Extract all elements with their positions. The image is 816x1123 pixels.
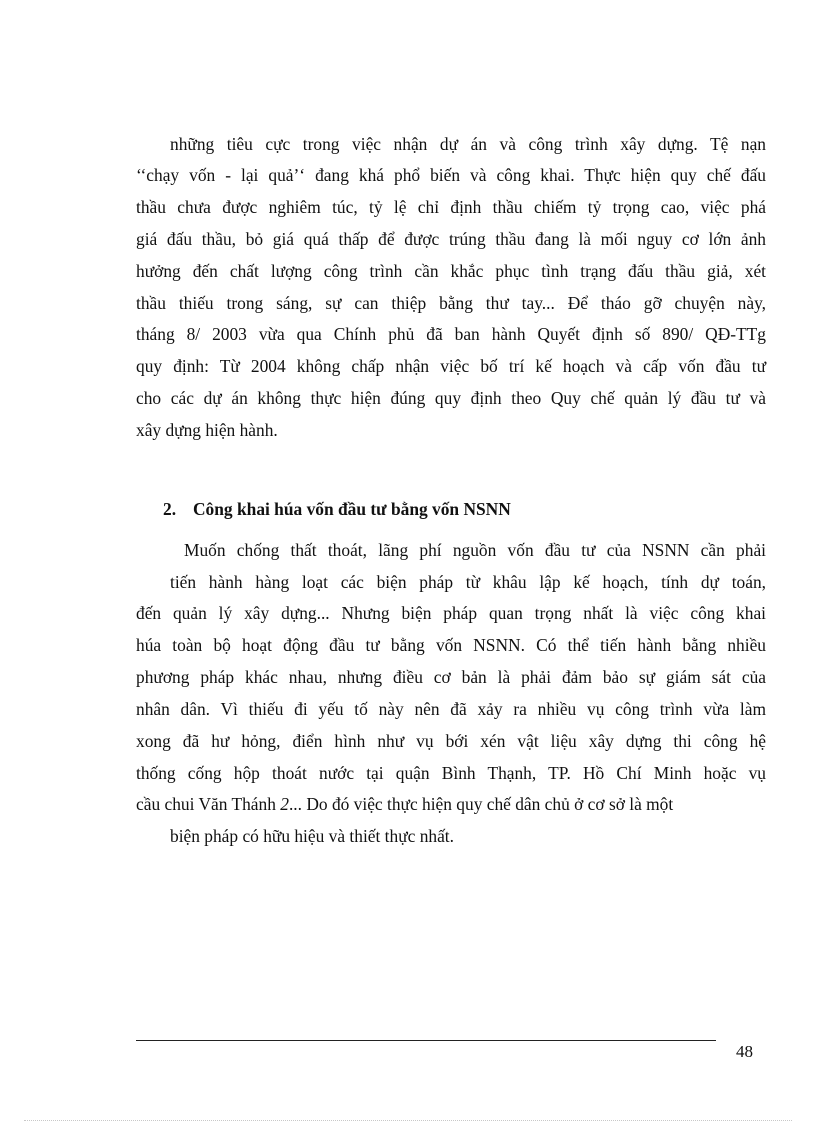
text-line: tiến hành hàng loạt các biện pháp từ khâu lập kế hoạch, tính dự toán,: [170, 572, 766, 592]
text-line: [136, 794, 732, 814]
text-line: biện pháp có hữu hiệu và thiết thực nhất.: [170, 826, 454, 846]
text-line: Muốn chống thất thoát, lãng phí nguồn vốn đầu tư của NSNN cần phải: [184, 540, 766, 560]
text-line: xong đã hư hỏng, điển hình như vụ bới xén vật liệu xây dựng thi công hệ: [136, 731, 766, 751]
text-line: những tiêu cực trong việc nhận dự án và công trình xây dựng. Tệ nạn: [170, 134, 766, 154]
text-line: quy định: Từ 2004 không chấp nhận việc bố trí kế hoạch và cấp vốn đầu tư: [136, 356, 766, 376]
text-line: tháng 8/ 2003 vừa qua Chính phủ đã ban hành Quyết định số 890/ QĐ-TTg: [136, 324, 766, 344]
text-line: hưởng đến chất lượng công trình cần khắc phục tình trạng đấu thầu giả, xét: [136, 261, 766, 281]
text-line: phương pháp khác nhau, nhưng điều cơ bản là phải đảm bảo sự giám sát của: [136, 667, 766, 687]
text-line: cho các dự án không thực hiện đúng quy định theo Quy chế quản lý đầu tư và: [136, 388, 766, 408]
section-title: Công khai húa vốn đầu tư bằng vốn NSNN: [193, 499, 511, 519]
text-line: nhân dân. Vì thiếu đi yếu tố này nên đã xảy ra nhiều vụ công trình vừa làm: [136, 699, 766, 719]
page-number: 48: [736, 1042, 753, 1061]
section-heading: [163, 499, 511, 519]
text-line: húa toàn bộ hoạt động đầu tư bằng vốn NSNN. Có thể tiến hành bằng nhiều: [136, 635, 766, 655]
section-number: 2.: [163, 499, 177, 519]
text-line: thống cống hộp thoát nước tại quận Bình Thạnh, TP. Hồ Chí Minh hoặc vụ: [136, 763, 766, 783]
italic-segment: 2: [280, 794, 289, 814]
text-line: ‘‘chạy vốn - lại quả’‘ đang khá phổ biến và công khai. Thực hiện quy chế đấu: [136, 165, 766, 185]
text-segment: ... Do đó việc thực hiện quy chế dân chủ ở cơ sở là một: [288, 794, 674, 814]
text-line: đến quản lý xây dựng... Nhưng biện pháp quan trọng nhất là việc công khai: [136, 603, 766, 623]
text-segment: cầu chui Văn Thánh: [136, 794, 281, 814]
text-line: xây dựng hiện hành.: [136, 420, 278, 440]
text-line: giá đấu thầu, bỏ giá quá thấp để được trúng thầu đang là mối nguy cơ lớn ảnh: [136, 229, 766, 249]
page-bottom-border: [24, 1120, 792, 1121]
text-line: thầu thiếu trong sáng, sự can thiệp bằng thư tay... Để tháo gỡ chuyện này,: [136, 293, 766, 313]
footer-rule: [136, 1040, 716, 1041]
text-line: thầu chưa được nghiêm túc, tỷ lệ chỉ định thầu chiếm tỷ trọng cao, việc phá: [136, 197, 766, 217]
